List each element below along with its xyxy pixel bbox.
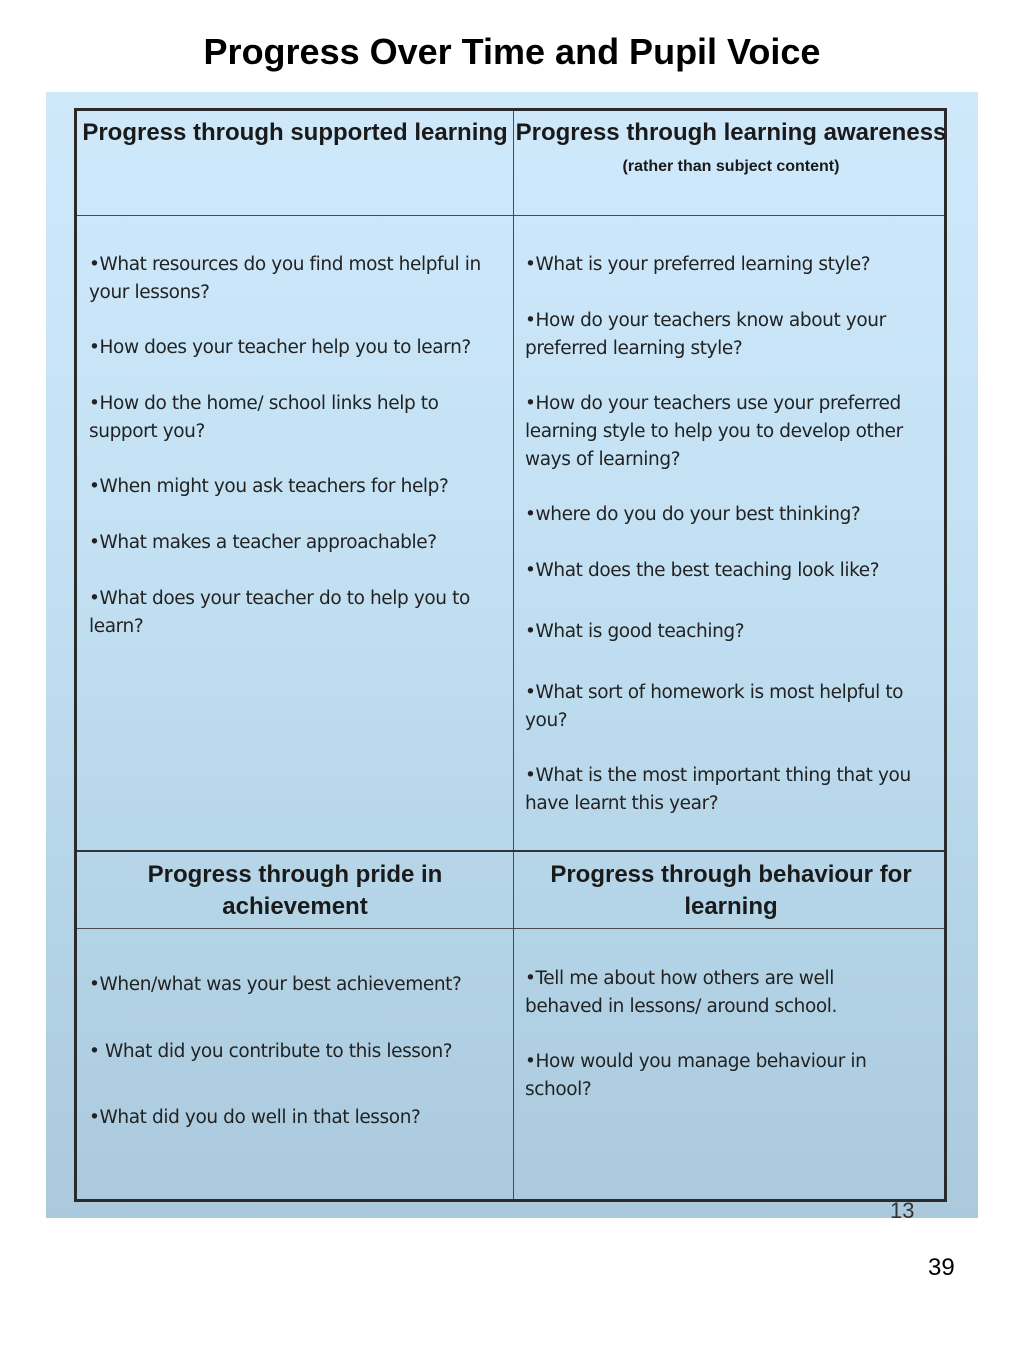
list-item: •What did you do well in that lesson?: [89, 1107, 421, 1128]
list-item: •where do you do your best thinking?: [525, 504, 861, 525]
list-item: •How does your teacher help you to learn?: [89, 337, 471, 358]
slide-number-mark: 13: [890, 1198, 915, 1223]
list-item: •What is the most important thing that you have learnt this year?: [525, 765, 911, 814]
list-item: •What does your teacher do to help you to learn?: [89, 588, 470, 637]
page-number: 39: [928, 1254, 955, 1281]
list-item: •Tell me about how others are well behaved in lessons/ around school.: [525, 968, 838, 1017]
question-table: [74, 108, 947, 1202]
heading-pride-in-achievement: Progress through pride in achievement: [147, 861, 443, 920]
heading-learning-awareness-title: Progress through learning awareness: [515, 119, 947, 146]
page-title: Progress Over Time and Pupil Voice: [203, 31, 821, 72]
list-item: • What did you contribute to this lesson?: [89, 1041, 453, 1062]
list-item: •What is good teaching?: [525, 621, 745, 642]
list-item: •What does the best teaching look like?: [525, 560, 880, 581]
list-item: •When/what was your best achievement?: [89, 974, 462, 995]
list-item: •When might you ask teachers for help?: [89, 476, 449, 497]
list-item: •How would you manage behaviour in school?: [525, 1051, 867, 1100]
list-item: •What resources do you find most helpful in your lessons?: [89, 254, 481, 303]
heading-supported-learning: Progress through supported learning: [82, 119, 508, 146]
list-item: •What sort of homework is most helpful to you?: [525, 682, 904, 731]
list-item: •How do your teachers know about your preferred learning style?: [525, 310, 886, 359]
list-item: •What makes a teacher approachable?: [89, 532, 437, 553]
row-divider-middle: [77, 850, 944, 852]
row-divider-top: [77, 215, 944, 216]
list-item: •How do the home/ school links help to support you?: [89, 393, 439, 442]
heading-learning-awareness: [513, 117, 949, 179]
column-divider: [513, 111, 514, 1199]
row-divider-lower: [77, 928, 944, 929]
list-item: •What is your preferred learning style?: [525, 254, 871, 275]
heading-behaviour-for-learning: Progress through behaviour for learning: [550, 861, 912, 920]
heading-learning-awareness-subtitle: (rather than subject content): [622, 158, 840, 175]
list-item: •How do your teachers use your preferred learning style to help you to develop other ways of learning?: [525, 393, 903, 470]
